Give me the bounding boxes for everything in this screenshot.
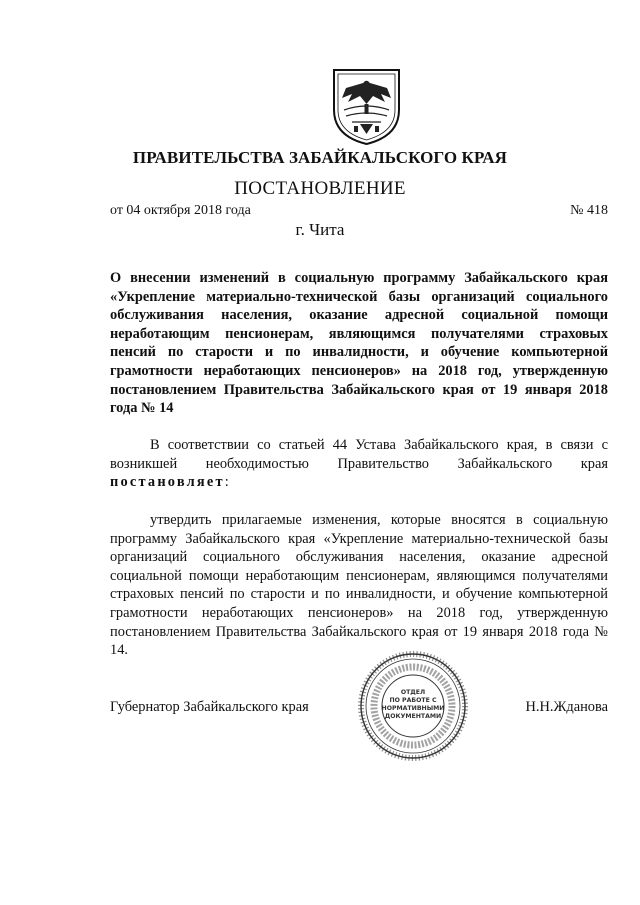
signatory-name: Н.Н.Жданова	[525, 699, 608, 715]
document-type: ПОСТАНОВЛЕНИЕ	[234, 178, 406, 199]
stamp-center-line-1: ОТДЕЛ	[400, 689, 426, 696]
date-number-line	[110, 203, 608, 219]
preamble-text: В соответствии со статьей 44 Устава Забайкальского края, в связи с возникшей необходимостью Правительство Забайкальского края	[110, 437, 608, 472]
official-stamp	[348, 650, 478, 762]
stamp-center-line-3: НОРМАТИВНЫМИ	[381, 705, 445, 712]
city: г. Чита	[295, 220, 345, 239]
resolution-body: утвердить прилагаемые изменения, которые вносятся в социальную программу Забайкальского края «Укрепление материально-технической базы организаций социального обслуживания населения, оказание адресной социальной помощи неработающим пенсионерам, являющимся получателями страховых пенсий по старости и по инвалидности, и обучение компьютерной грамотности неработающих пенсионеров» на 2018 год, утвержденную постановлением Правительства Забайкальского края от 19 января 2018 года № 14.	[110, 512, 608, 659]
coat-of-arms-icon	[330, 64, 403, 146]
document-number: № 418	[570, 203, 608, 218]
preamble-end: :	[224, 474, 229, 491]
stamp-center-line-4: ДОКУМЕНТАМИ	[384, 713, 442, 720]
government-title: ПРАВИТЕЛЬСТВА ЗАБАЙКАЛЬСКОГО КРАЯ	[132, 148, 508, 167]
preamble-paragraph	[110, 436, 608, 492]
resolution-keyword: постановляет	[110, 474, 225, 491]
signatory-position: Губернатор Забайкальского края	[110, 699, 309, 715]
stamp-center-line-2: ПО РАБОТЕ С	[389, 697, 437, 704]
document-subject: О внесении изменений в социальную программу Забайкальского края «Укрепление материально-технической базы организаций социального обслуживания населения, оказание адресной социальной помощи неработающим пенсионерам, являющимся получателями страховых пенсий по старости и по инвалидности, и обучение компьютерной грамотности неработающих пенсионеров» на 2018 год, утвержденную постановлением Правительства Забайкальского края от 19 января 2018 года № 14	[110, 270, 608, 417]
document-date: от 04 октября 2018 года	[110, 203, 251, 218]
